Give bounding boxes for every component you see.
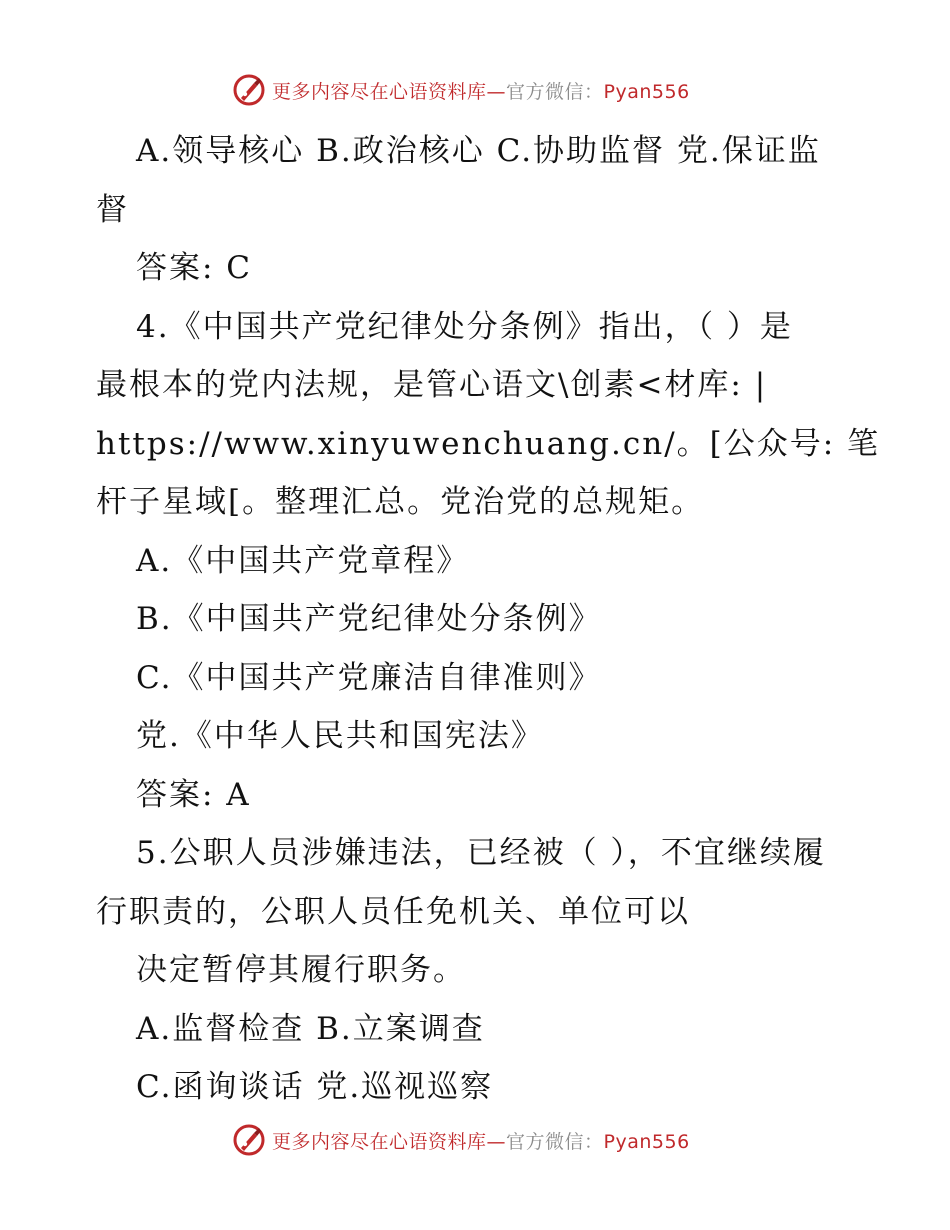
text-line: C.《中国共产党廉洁自律准则》 [136, 659, 602, 696]
header-watermark [232, 72, 690, 108]
text-line: https://www.xinyuwenchuang.cn/。[公众号: 笔 [96, 425, 881, 462]
footer-watermark [232, 1122, 690, 1158]
text-line: B.《中国共产党纪律处分条例》 [136, 601, 602, 637]
text-line: 党.《中华人民共和国宪法》 [136, 718, 544, 754]
pen-logo-icon [232, 73, 266, 107]
document-body [96, 122, 881, 1117]
text-line: 杆子星域[。整理汇总。党治党的总规矩。 [96, 484, 705, 520]
text-line: A.监督检查 B.立案调查 [136, 1010, 485, 1047]
watermark-text: 更多内容尽在心语资料库—官方微信：Pyan556 [272, 80, 690, 103]
text-line: 4.《中国共产党纪律处分条例》指出，（ ）是 [136, 308, 793, 345]
text-line: 最根本的党内法规，是管心语文\创素<材库: | [96, 367, 768, 403]
text-line: A.《中国共产党章程》 [136, 542, 470, 579]
watermark-text: 更多内容尽在心语资料库—官方微信：Pyan556 [272, 1130, 690, 1153]
text-line: 行职责的，公职人员任免机关、单位可以 [96, 893, 690, 930]
text-line: 5.公职人员涉嫌违法，已经被（ ），不宜继续履 [136, 835, 826, 871]
pen-logo-icon [232, 1123, 266, 1157]
text-line: 决定暂停其履行职务。 [136, 952, 466, 988]
text-line: 答案: C [136, 250, 253, 286]
text-line: A.领导核心 B.政治核心 C.协助监督 党.保证监 [136, 133, 821, 169]
text-line: 答案: A [136, 776, 251, 813]
text-line: C.函询谈话 党.巡视巡察 [136, 1069, 494, 1105]
text-line: 督 [96, 191, 129, 228]
